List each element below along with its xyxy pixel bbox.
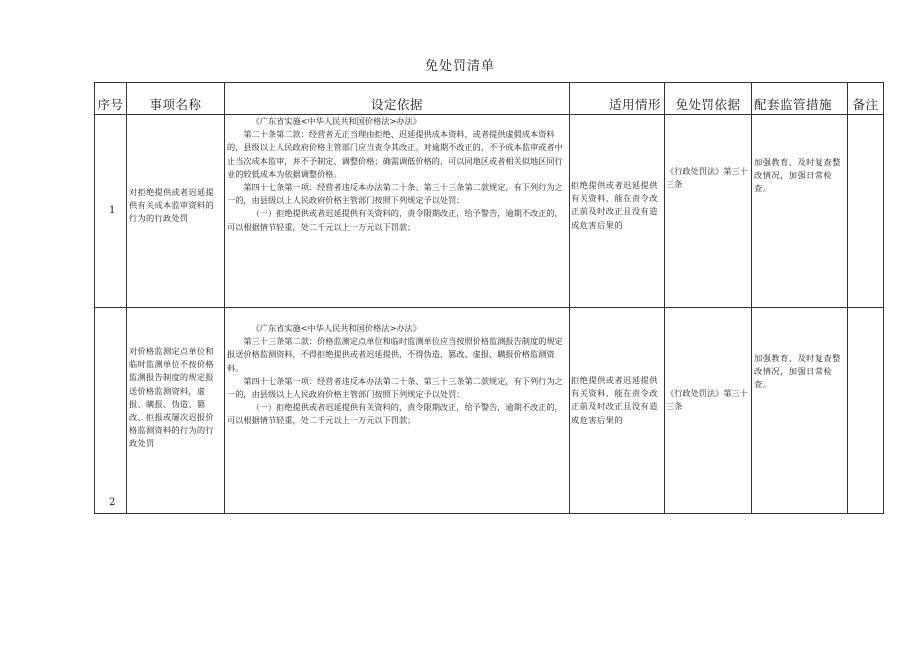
- header-situation: 适用情形: [570, 83, 665, 115]
- row-penalty-basis: 《行政处罚法》第三十三条: [665, 308, 752, 514]
- header-seq: 序号: [95, 83, 127, 115]
- table-row: [95, 115, 884, 308]
- row-seq: 2: [95, 308, 127, 514]
- header-row: [95, 83, 884, 115]
- row-item-name: 对拒绝提供或者迟延提供有关成本监审资料的行为的行政处罚: [127, 115, 225, 308]
- table-row: [95, 308, 884, 514]
- header-item-name: 事项名称: [127, 83, 225, 115]
- row-remark: [848, 308, 884, 514]
- row-item-name: 对价格监测定点单位和临时监测单位不按价格监测报告制度的规定报送价格监测资料，虚报、瞒报、伪造、篡改、拒报或屡次迟报价格监测资料的行为的行政处罚: [127, 308, 225, 514]
- row-penalty-basis: 《行政处罚法》第三十三条: [665, 115, 752, 308]
- row-basis: 《广东省实施<中华人民共和国价格法>办法》 第三十三条第二款：价格监测定点单位和临时监测单位应当按照价格监测报告制度的规定报送价格监测资料，不得拒绝提供或者迟延提供，不得伪造、篡改、虚报、瞒报价格监测资料。 第四十七条第一项：经营者违反本办法第二十条、第三十三条第二款规定，有下列行为之一的，由县级以上人民政府价格主管部门按照下列规定予以处罚： （一）拒绝提供或者迟延提供有关资料的，责令限期改正，给予警告，逾期不改正的，可以根据情节轻重，处二千元以上一万元以下罚款；: [225, 308, 570, 514]
- header-measures: 配套监管措施: [752, 83, 848, 115]
- row-situation: 拒绝提供或者迟延提供有关资料，能在责令改正前及时改正且没有造成危害后果的: [570, 115, 665, 308]
- header-penalty-basis: 免处罚依据: [665, 83, 752, 115]
- row-measures: 加强教育、及时复查整改情况，加强日常检查。: [752, 308, 848, 514]
- row-situation: 拒绝提供或者迟延提供有关资料，能在责令改正前及时改正且没有造成危害后果的: [570, 308, 665, 514]
- header-remark: 备注: [848, 83, 884, 115]
- row-measures: 加强教育、及时复查整改情况，加强日常检查。: [752, 115, 848, 308]
- row-remark: [848, 115, 884, 308]
- header-basis: 设定依据: [225, 83, 570, 115]
- row-seq: 1: [95, 115, 127, 308]
- exemption-table: [94, 82, 884, 514]
- document-title: 免处罚清单: [424, 59, 495, 74]
- row-basis: 《广东省实施<中华人民共和国价格法>办法》 第二十条第二款：经营者无正当理由拒绝、迟延提供成本资料，或者提供虚假成本资料的，县级以上人民政府价格主管部门应当责令其改正。对逾期不改正的，不予成本监审或者中止当次成本监审，并不予制定、调整价格；确需调低价格的，可以同地区或者相关似地区同行业的较低成本为依据调整价格。 第四十七条第一项：经营者违反本办法第二十条、第三十三条第二款规定，有下列行为之一的，由县级以上人民政府价格主管部门按照下列规定予以处罚： （一）拒绝提供或者迟延提供有关资料的，责令限期改正，给予警告，逾期不改正的，可以根据情节轻重，处二千元以上一万元以下罚款；: [225, 115, 570, 308]
